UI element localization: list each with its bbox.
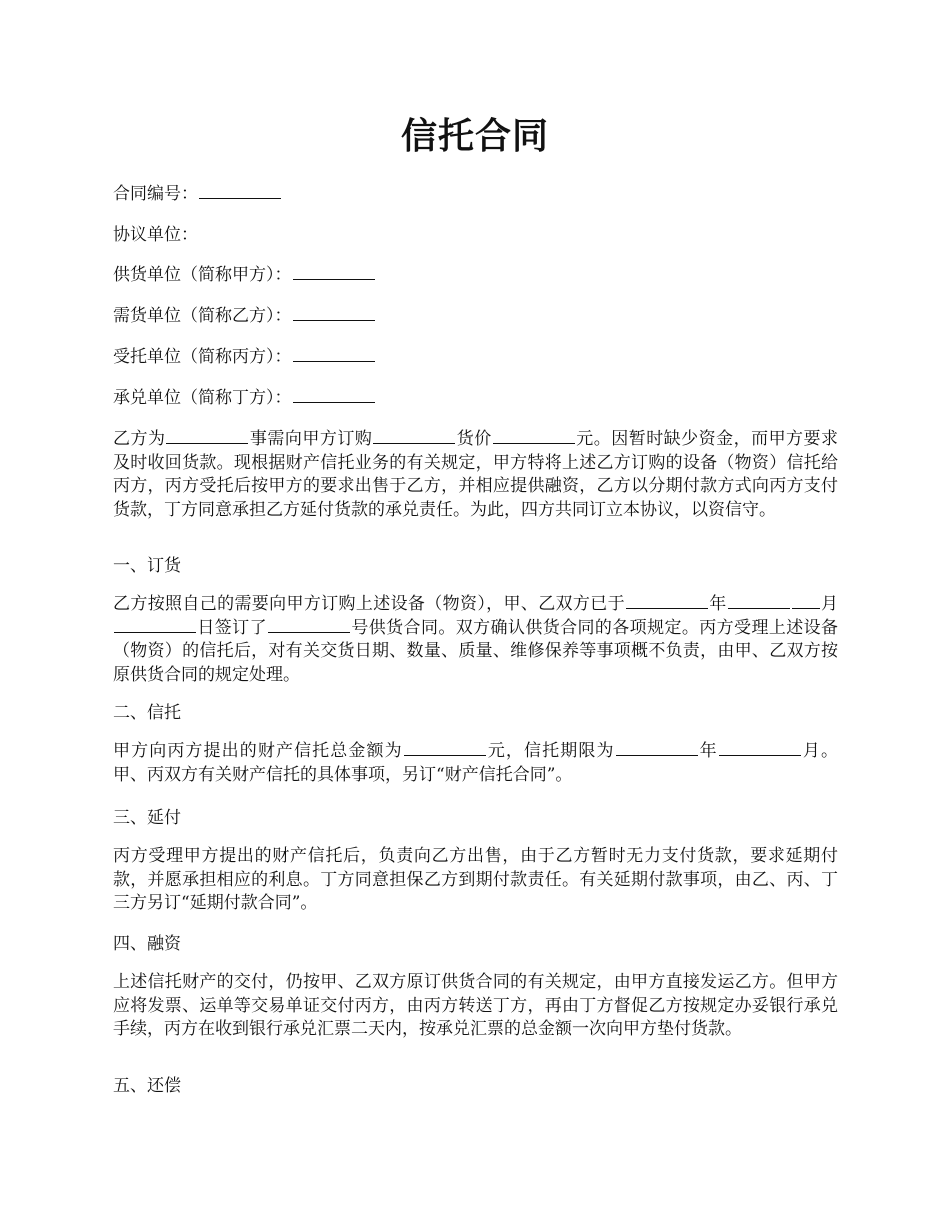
parties-label: 协议单位： xyxy=(113,225,198,245)
section2-text-4: 月。甲、丙双方有关财产信托的具体事项，另订“财产信托合同”。 xyxy=(113,741,839,785)
section1-blank-month-b[interactable] xyxy=(792,593,820,609)
section2-paragraph xyxy=(113,740,838,787)
section1-blank-day[interactable] xyxy=(114,617,196,633)
contract-number-line xyxy=(113,183,282,206)
intro-text-1: 乙方为 xyxy=(113,429,166,449)
section1-blank-year[interactable] xyxy=(626,593,708,609)
section2-blank-month[interactable] xyxy=(719,740,801,756)
section1-paragraph xyxy=(113,593,838,687)
section1-blank-contract[interactable] xyxy=(268,617,350,633)
acceptor-blank[interactable] xyxy=(293,387,375,403)
section1-text-1: 乙方按照自己的需要向甲方订购上述设备（物资），甲、乙双方已于 xyxy=(113,594,625,614)
section2-blank-year[interactable] xyxy=(616,740,698,756)
supplier-label: 供货单位（简称甲方）： xyxy=(113,265,292,285)
section1-heading: 一、订货 xyxy=(113,556,181,576)
contract-number-blank[interactable] xyxy=(199,183,281,199)
buyer-blank[interactable] xyxy=(293,305,375,321)
intro-paragraph xyxy=(113,428,838,522)
section2-heading: 二、信托 xyxy=(113,703,181,723)
buyer-label: 需货单位（简称乙方）： xyxy=(113,306,292,326)
intro-blank-1[interactable] xyxy=(166,428,248,444)
document-title: 信托合同 xyxy=(400,115,549,157)
section2-text-2: 元，信托期限为 xyxy=(486,741,615,761)
section3-heading: 三、延付 xyxy=(113,808,181,828)
trustee-blank[interactable] xyxy=(293,346,375,362)
intro-blank-3[interactable] xyxy=(493,428,575,444)
supplier-line xyxy=(113,264,376,287)
intro-blank-2[interactable] xyxy=(373,428,455,444)
section5-heading: 五、还偿 xyxy=(113,1076,181,1096)
section3-paragraph: 丙方受理甲方提出的财产信托后，负责向乙方出售，由于乙方暂时无力支付货款，要求延期付款，并愿承担相应的利息。丁方同意担保乙方到期付款责任。有关延期付款事项，由乙、丙、丁三方另订“延期付款合同”。 xyxy=(113,846,838,913)
section1-blank-month-a[interactable] xyxy=(728,593,790,609)
section1-text-2: 年 xyxy=(708,594,727,614)
acceptor-line xyxy=(113,387,376,410)
supplier-blank[interactable] xyxy=(293,264,375,280)
section4-paragraph: 上述信托财产的交付，仍按甲、乙双方原订供货合同的有关规定，由甲方直接发运乙方。但甲方应将发票、运单等交易单证交付丙方，由丙方转送丁方，再由丁方督促乙方按规定办妥银行承兑手续，丙方在收到银行承兑汇票二天内，按承兑汇票的总金额一次向甲方垫付货款。 xyxy=(113,972,838,1039)
section1-text-5: 号供货合同。双方确认供货合同的各项规定。丙方受理上述设备（物资）的信托后，对有关交货日期、数量、质量、维修保养等事项概不负责，由甲、乙双方按原供货合同的规定处理。 xyxy=(113,617,839,685)
intro-text-3: 货价 xyxy=(456,429,492,449)
section2-text-1: 甲方向丙方提出的财产信托总金额为 xyxy=(113,741,403,761)
intro-text-4: 元。因暂时缺少资金，而甲方要求及时收回货款。现根据财产信托业务的有关规定，甲方特将上述乙方订购的设备（物资）信托给丙方，丙方受托后按甲方的要求出售于乙方，并相应提供融资，乙方以分期付款方式向丙方支付货款，丁方同意承担乙方延付货款的承兑责任。为此，四方共同订立本协议，以资信守。 xyxy=(113,429,839,520)
section1-text-4: 日签订了 xyxy=(197,617,267,638)
section4-heading: 四、融资 xyxy=(113,934,181,954)
acceptor-label: 承兑单位（简称丁方）： xyxy=(113,388,292,408)
section1-text-3: 月 xyxy=(820,594,839,614)
section2-text-3: 年 xyxy=(698,741,718,761)
section2-blank-amount[interactable] xyxy=(404,740,486,756)
contract-number-label: 合同编号： xyxy=(113,184,198,204)
intro-text-2: 事需向甲方订购 xyxy=(249,429,373,449)
trustee-line xyxy=(113,346,376,369)
trustee-label: 受托单位（简称丙方）： xyxy=(113,347,292,367)
buyer-line xyxy=(113,305,376,328)
